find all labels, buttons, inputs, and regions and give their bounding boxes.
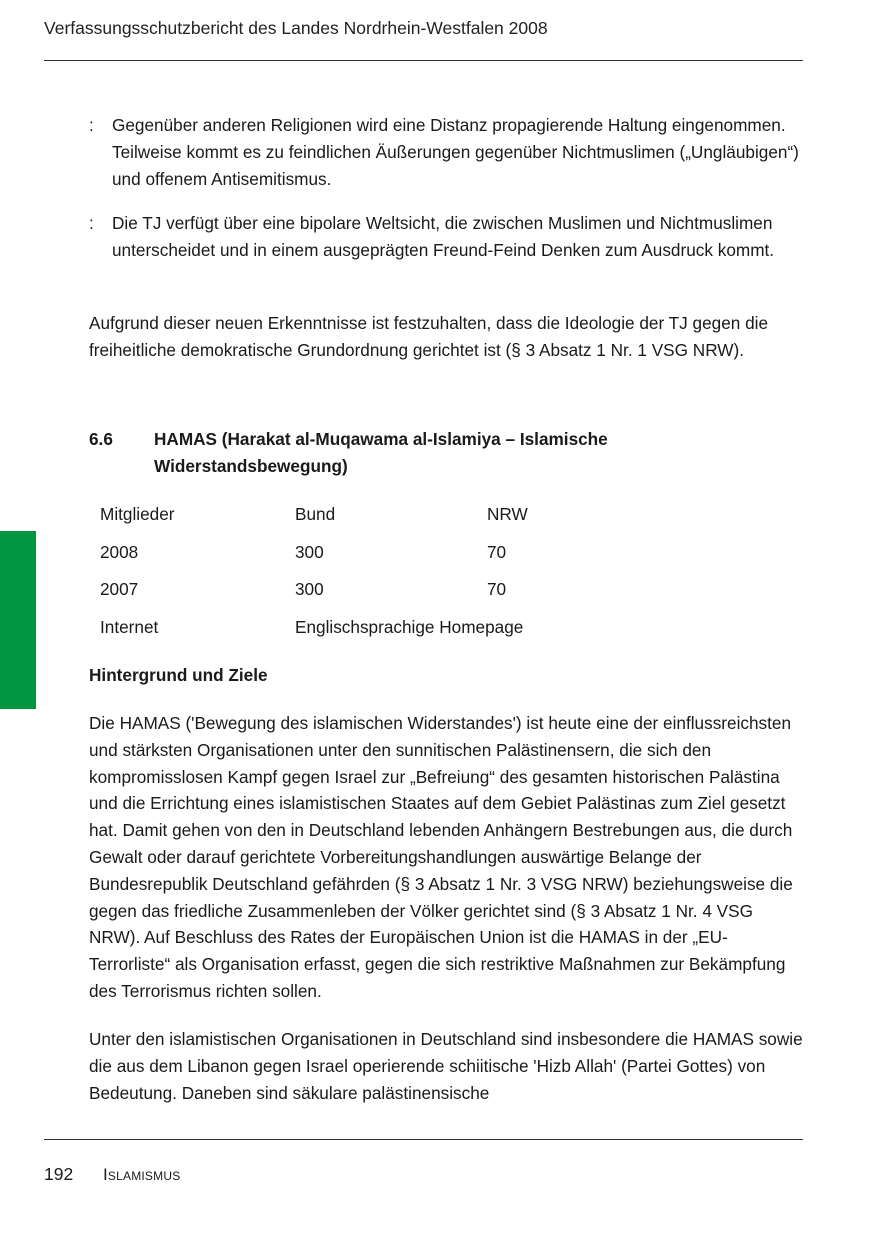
section-title: HAMAS (Harakat al-Muqawama al-Islamiya – Islamische Widerstandsbewegung) (154, 429, 608, 476)
table-cell: 300 (295, 541, 324, 562)
table-header-cell: Bund (295, 504, 336, 524)
footer-section-name: Islamismus (103, 1165, 181, 1184)
section-number: 6.6 (89, 429, 113, 449)
body-paragraph: Die HAMAS ('Bewegung des islamischen Widerstandes') ist heute eine der einflussreichsten und stärksten Organisationen unter den sunnitischen Palästinensern, die sich den kompromisslosen Kampf gegen Israel zur „Befreiung“ des gesamten historischen Palästina und die Errichtung eines islamistischen Staates auf dem Gebiet Palästinas zum Ziel gesetzt hat. Damit gehen von den in Deutschland lebenden Anhängern Bestrebungen aus, die durch Gewalt oder darauf gerichtete Vorbereitungshandlungen auswärtige Belange der Bundesrepublik Deutschland gefährden (§ 3 Absatz 1 Nr. 3 VSG NRW) beziehungsweise die gegen das friedliche Zusammenleben der Völker gerichtet sind (§ 3 Absatz 1 Nr. 4 VSG NRW). Auf Beschluss des Rates der Europäischen Union ist die HAMAS in der „EU-Terrorliste“ als Organisation erfasst, gegen die sich restriktive Maßnahmen zur Bekämpfung des Terrorismus richten sollen. (89, 713, 793, 1001)
page-header-title: Verfassungsschutzbericht des Landes Nordrhein-Westfalen 2008 (44, 18, 548, 38)
bullet-mark: : (89, 213, 94, 233)
bullet-text: Gegenüber anderen Religionen wird eine Distanz propagierende Haltung eingenommen. Teilweise kommt es zu feindlichen Äußerungen gegenüber Nichtmuslimen („Ungläubigen“) und offenem Antisemitismus. (112, 115, 799, 189)
table-cell: 70 (487, 579, 507, 599)
page-number: 192 (44, 1164, 74, 1184)
table-cell: 300 (295, 579, 324, 599)
subheading: Hintergrund und Ziele (89, 665, 268, 685)
header-rule (44, 60, 803, 61)
conclusion-paragraph: Aufgrund dieser neuen Erkenntnisse ist festzuhalten, dass die Ideologie der TJ gegen die freiheitliche demokratische Grundordnung gerichtet ist (§ 3 Absatz 1 Nr. 1 VSG NRW). (89, 313, 769, 360)
bullet-item (89, 210, 803, 264)
table-cell: 2007 (100, 579, 139, 599)
bullet-text: Die TJ verfügt über eine bipolare Weltsicht, die zwischen Muslimen und Nichtmuslimen unterscheidet und in einem ausgeprägten Freund-Feind Denken zum Ausdruck kommt. (112, 213, 775, 260)
table-header-cell: Mitglieder (100, 504, 175, 524)
table-header-cell: NRW (487, 504, 528, 524)
bullet-mark: : (89, 115, 94, 135)
table-cell: 2008 (100, 541, 139, 562)
bullet-item (89, 112, 803, 192)
table-cell: Internet (100, 616, 159, 637)
footer-rule (44, 1139, 803, 1140)
chapter-side-tab (0, 531, 36, 709)
table-cell: 70 (487, 541, 507, 562)
body-paragraph: Unter den islamistischen Organisationen in Deutschland sind insbesondere die HAMAS sowie die aus dem Libanon gegen Israel operierende schiitische 'Hizb Allah' (Partei Gottes) von Bedeutung. Daneben sind säkulare palästinensische (89, 1029, 803, 1103)
table-cell: Englischsprachige Homepage (295, 616, 524, 637)
